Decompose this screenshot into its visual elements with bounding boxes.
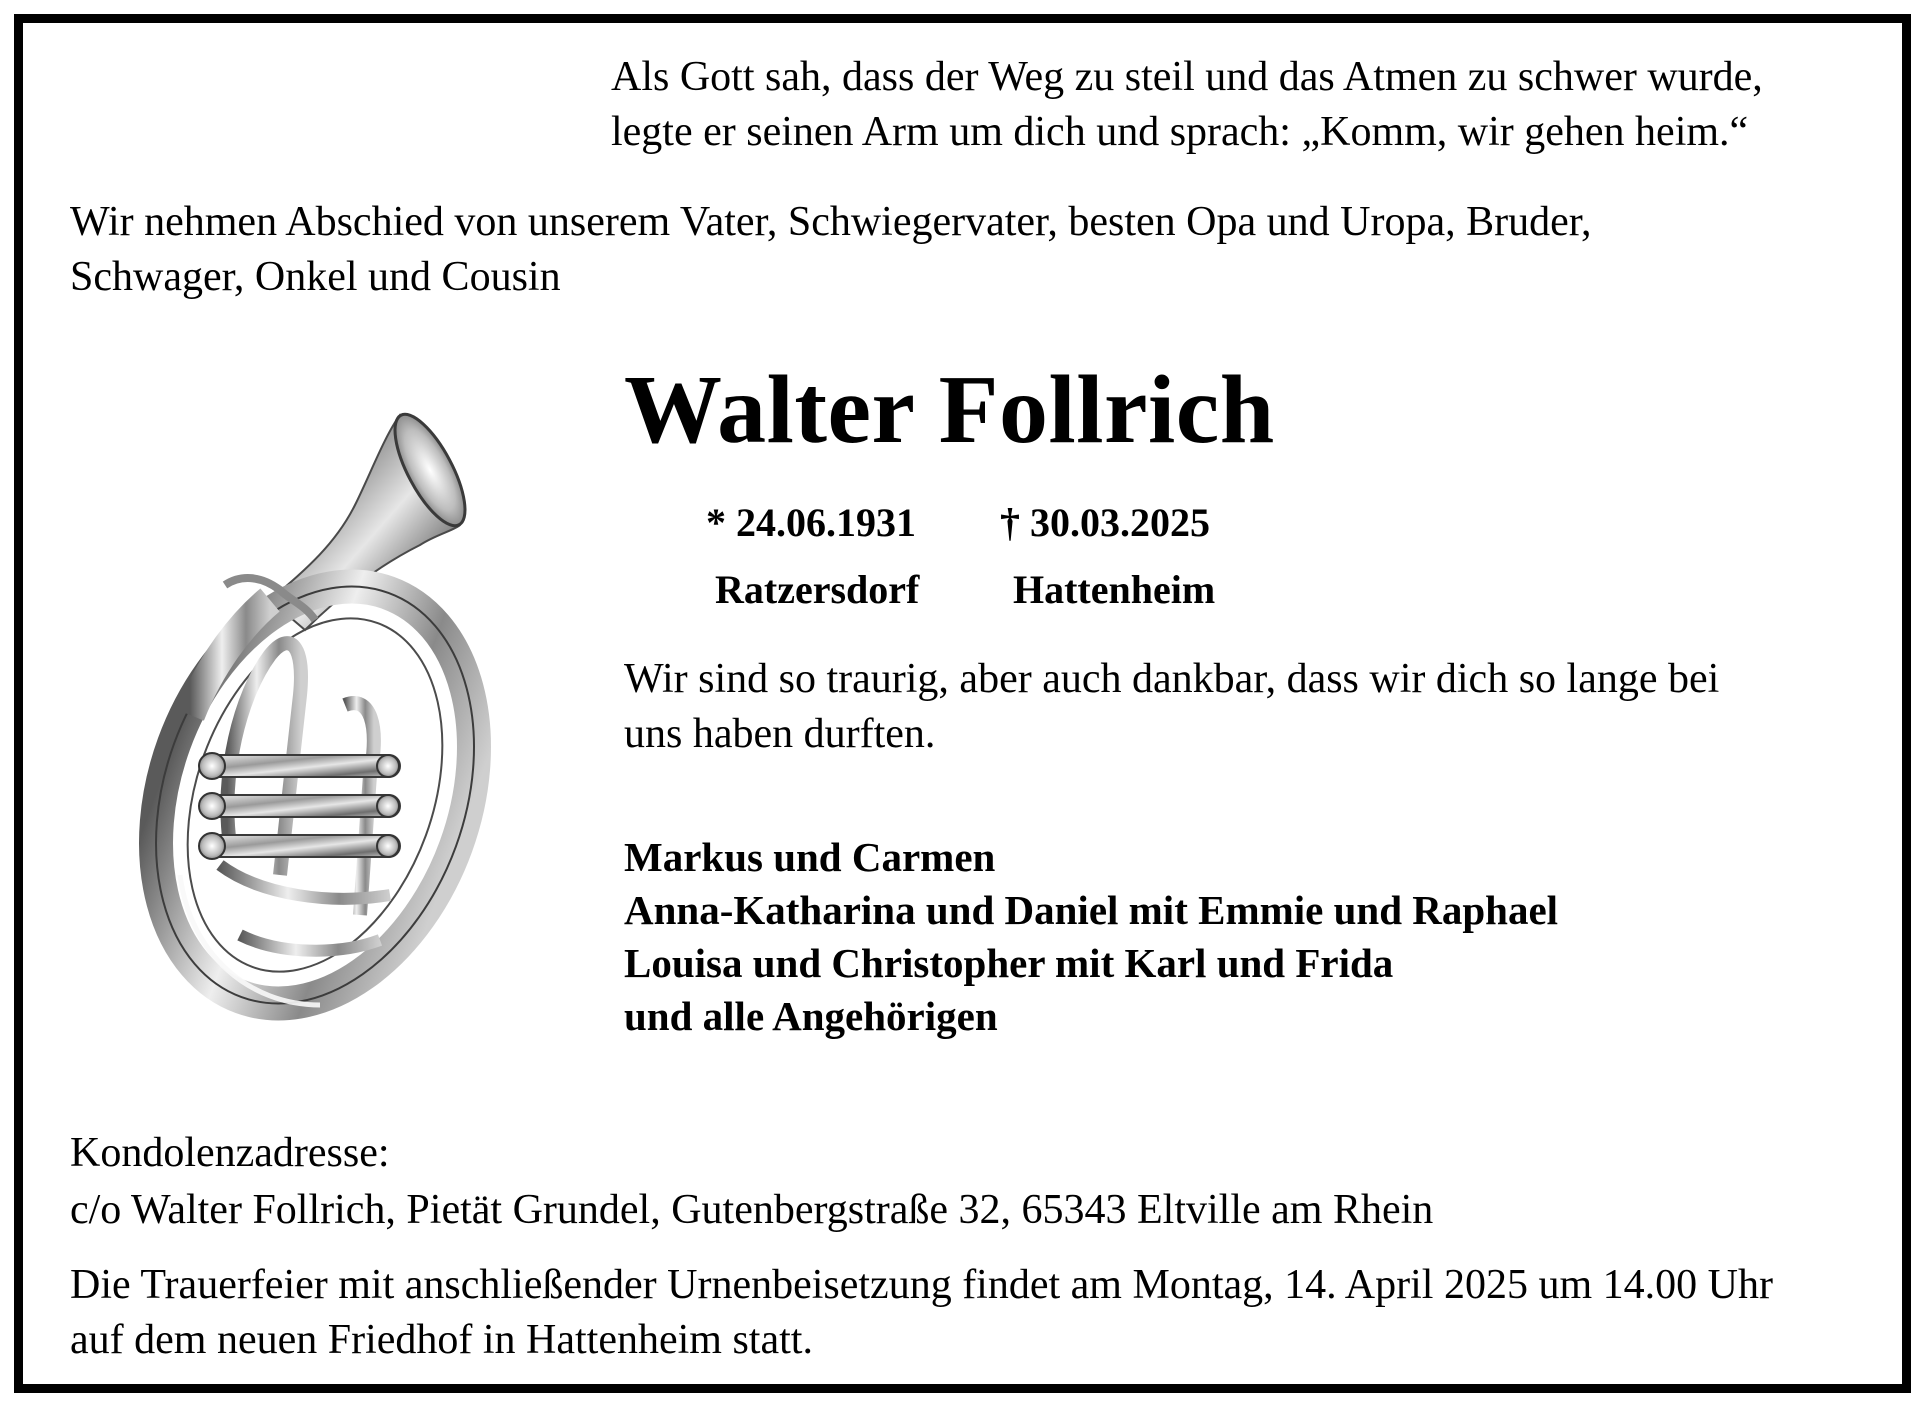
intro-line: Wir nehmen Abschied von unserem Vater, Schwiegervater, besten Opa und Uropa, Bruder, <box>70 199 1592 245</box>
ceremony-line: auf dem neuen Friedhof in Hattenheim statt. <box>70 1317 813 1363</box>
birth-date: * 24.06.1931 <box>706 500 916 545</box>
condolence-label: Kondolenzadresse: <box>70 1130 390 1176</box>
quote-text <box>611 50 1763 160</box>
mourner-line: und alle Angehörigen <box>624 993 998 1039</box>
mourner-line: Anna-Katharina und Daniel mit Emmie und Raphael <box>624 887 1559 933</box>
birthplace: Ratzersdorf <box>715 567 920 612</box>
gratitude-line: uns haben durften. <box>624 711 936 757</box>
tenor-horn-icon <box>130 395 520 1035</box>
quote-line: legte er seinen Arm um dich und sprach: „Komm, wir gehen heim.“ <box>611 109 1749 155</box>
mourners-list <box>624 831 1558 1043</box>
death-date: † 30.03.2025 <box>1000 500 1210 545</box>
gratitude-line: Wir sind so traurig, aber auch dankbar, dass wir dich so lange bei <box>624 656 1720 702</box>
intro-text <box>70 195 1592 305</box>
ceremony-line: Die Trauerfeier mit anschließender Urnenbeisetzung findet am Montag, 14. April 2025 um 14.00 Uhr <box>70 1262 1773 1308</box>
condolence-block <box>70 1125 1433 1239</box>
ceremony-text <box>70 1258 1773 1368</box>
deceased-name: Walter Follrich <box>624 356 1275 464</box>
deathplace: Hattenheim <box>1013 567 1216 612</box>
mourner-line: Markus und Carmen <box>624 834 996 880</box>
quote-line: Als Gott sah, dass der Weg zu steil und das Atmen zu schwer wurde, <box>611 54 1763 100</box>
gratitude-text <box>624 652 1719 762</box>
condolence-address: c/o Walter Follrich, Pietät Grundel, Gutenbergstraße 32, 65343 Eltville am Rhein <box>70 1187 1434 1233</box>
intro-line: Schwager, Onkel und Cousin <box>70 254 561 300</box>
mourner-line: Louisa und Christopher mit Karl und Frida <box>624 940 1394 986</box>
